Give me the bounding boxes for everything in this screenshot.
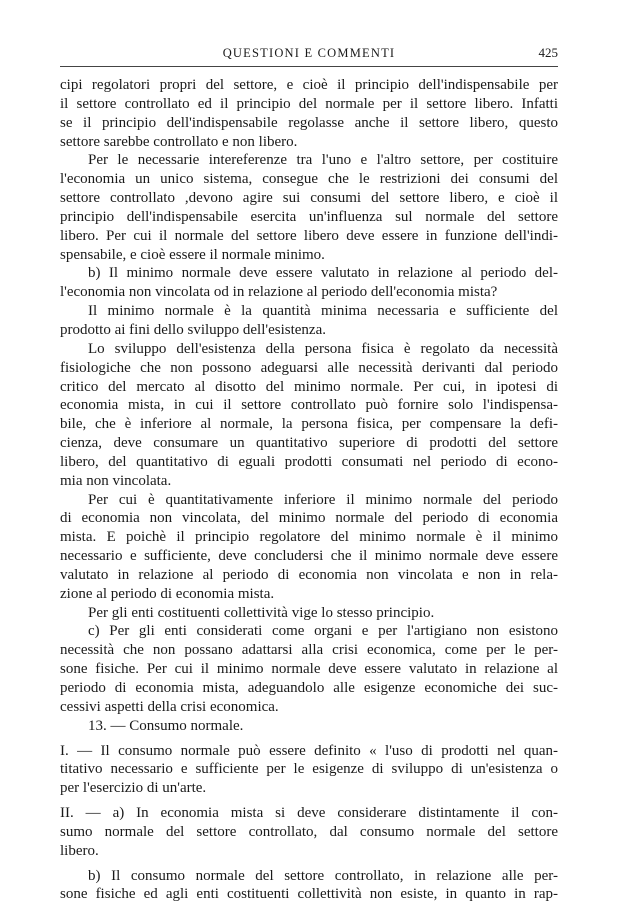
text-line: settore sarebbe controllato e non libero. [60,133,298,150]
text-line: libero. Per cui il normale del settore libero deve essere in funzione dell'indi- [60,227,558,244]
text-line: I. — Il consumo normale può essere definito « l'uso di prodotti nel quan- [60,742,558,759]
text-line: cipi regolatori propri del settore, e cioè il principio dell'indispensabile per [60,77,558,93]
text-line: cienza, deve consumare un quantitativo superiore di prodotti del settore [60,435,558,452]
text-line: sumo normale del settore controllato, dal consumo normale del settore [60,823,558,840]
text-line: il settore controllato ed il principio del normale per il settore libero. Infatti [60,95,558,112]
section-heading: 13. — Consumo normale. [88,717,244,734]
page-header [60,44,558,62]
text-line: II. — a) In economia mista si deve considerare distintamente il con- [60,805,558,822]
text-line: l'economia un unico sistema, consegue che le restrizioni dei consumi del [60,171,558,188]
text-line: c) Per gli enti considerati come organi e per l'artigiano non esistono [88,623,558,640]
text-line: di economia non vincolata, del minimo normale del periodo di economia [60,510,558,527]
text-line: fisiologiche che non possono adeguarsi alle necessità derivanti dal periodo [60,359,558,376]
text-line: Il minimo normale è la quantità minima necessaria e sufficiente del [88,303,558,320]
text-line: se il principio dell'indispensabile regolasse anche il settore libero, questo [60,114,558,131]
text-line: settore controllato ,devono agire sui consumi del settore libero, e cioè il [60,190,558,207]
text-line: economia mista, in cui il settore controllato può fornire solo l'indispensa- [60,397,558,414]
text-line: cessivi aspetti della crisi economica. [60,698,279,715]
text-line: zione al periodo di economia mista. [60,585,275,602]
body-text [60,76,558,904]
text-line: spensabile, e cioè essere il normale minimo. [60,246,325,263]
text-line: mia non vincolata. [60,472,172,489]
page-number: 425 [538,45,558,60]
text-line: prodotto ai fini dello sviluppo dell'esistenza. [60,321,326,338]
text-line: Per le necessarie intereferenze tra l'uno e l'altro settore, per costituire [88,152,558,169]
text-line: libero, del quantitativo di eguali prodotti consumati nel periodo di econo- [60,453,558,470]
text-line: necessità che non possano adattarsi alla crisi economica, come per le per- [60,642,558,659]
text-line: critico del mercato al disotto del minimo normale. Per cui, in ipotesi di [60,378,558,395]
text-line: b) Il minimo normale deve essere valutato in relazione al periodo del- [88,265,558,282]
text-line: Per gli enti costituenti collettività vige lo stesso principio. [88,604,435,621]
text-line: titativo necessario e sufficiente per le esigenze di sviluppo di un'esistenza o [60,761,558,778]
text-line: sone fisiche. Per cui il minimo normale deve essere valutato in relazione al [60,661,558,678]
text-line: Lo sviluppo dell'esistenza della persona fisica è regolato da necessità [88,340,558,357]
text-line: bile, che è inferiore al normale, la persona fisica, per compensare la defi- [60,416,558,433]
text-line: periodo di economia mista, adeguandolo alle esigenze economiche dei suc- [60,680,558,696]
text-line: necessario e sufficiente, deve concludersi che il minimo normale deve essere [60,548,558,565]
text-line: principio dell'indispensabile esercita un'influenza sul normale del settore [60,208,558,225]
text-line: libero. [60,842,99,859]
text-line: l'economia non vincolata od in relazione al periodo dell'economia mista? [60,284,498,301]
text-line: mista. E poichè il principio regolatore del minimo normale è il minimo [60,529,558,546]
text-line: sone fisiche ed agli enti costituenti collettività non esiste, in quanto in rap- [60,886,558,903]
text-line: Per cui è quantitativamente inferiore il minimo normale del periodo [88,491,558,508]
text-line: b) Il consumo normale del settore controllato, in relazione alle per- [88,867,558,884]
running-head: QUESTIONI E COMMENTI [222,46,396,60]
text-line: per l'esercizio di un'arte. [60,780,207,797]
text-line: valutato in relazione al periodo di economia non vincolata e non in rela- [60,566,558,583]
header-rule [60,66,558,67]
